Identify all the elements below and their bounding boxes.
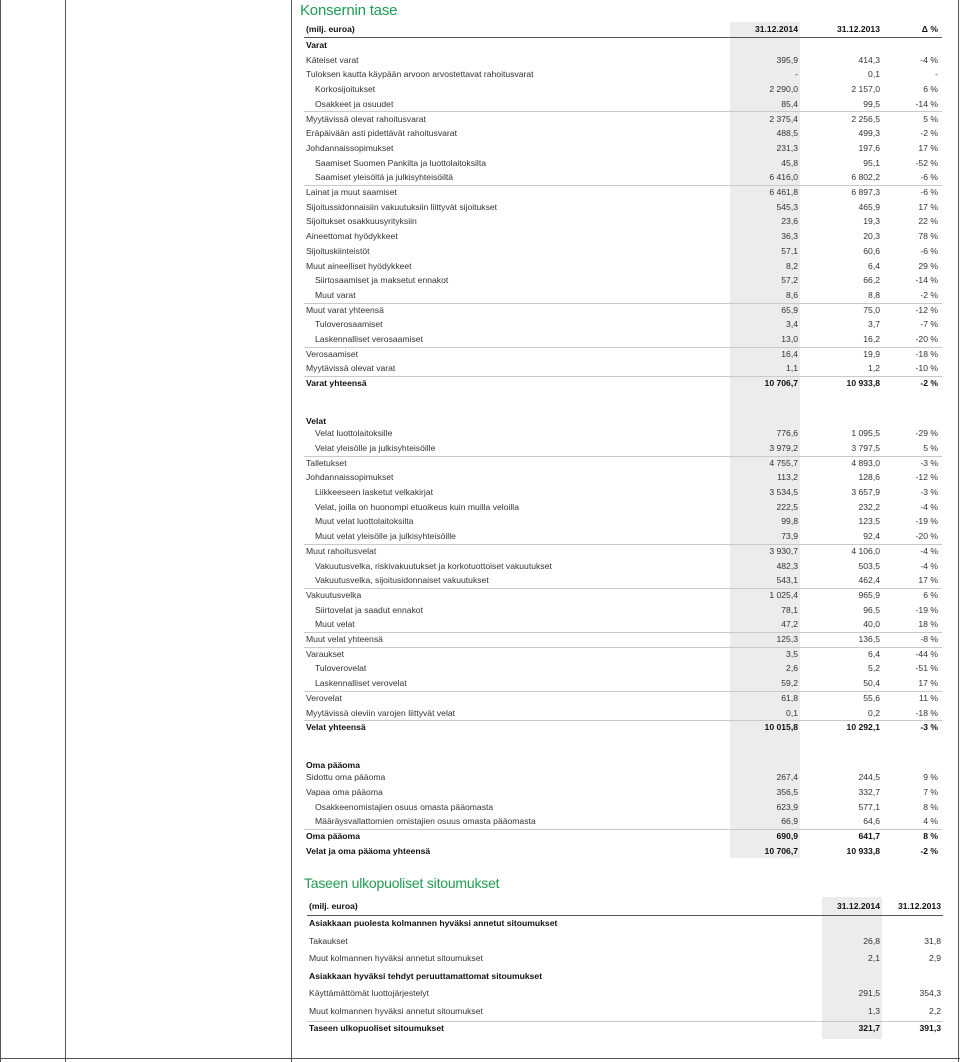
value-c2: 4 106,0 [851,545,880,556]
value-c1: - [795,69,798,80]
value-c3: -29 % [915,428,938,439]
value-c2: 232,2 [858,501,880,512]
row-label: Vakuutusvelka, riskivakuutukset ja korkotuottoiset vakuutukset [315,560,552,571]
value-c2: 92,4 [863,531,880,542]
balance-header-label: (milj. euroa) [306,24,355,34]
value-c2: 332,7 [858,787,880,797]
value-c1: 2 290,0 [769,84,798,95]
value-c1: 66,9 [781,816,798,827]
row-label: Vakuutusvelka [306,589,362,600]
value-c1: 482,3 [776,560,798,571]
commitments-header-c1: 31.12.2014 [836,901,880,911]
value-c1: 6 461,8 [769,187,798,197]
row-label: Sijoitussidonnaisiin vakuutuksiin liittyvät sijoitukset [306,201,498,212]
table-row [304,156,942,171]
value-c1: 16,4 [781,348,798,359]
value-c1: 6 416,0 [769,172,798,183]
value-c1: 291,5 [858,988,880,998]
value-c3: -12 % [915,472,938,483]
value-c1: 10 015,8 [764,722,798,733]
balance-header-c3: Δ % [921,24,938,34]
frame-left-border [0,0,1,1062]
value-c3: -19 % [915,516,938,527]
row-label: Myytävissä oleviin varojen liittyvät velat [306,707,456,718]
table-row [304,785,942,800]
value-c2: 6,4 [868,260,880,271]
value-c2: 499,3 [858,128,880,139]
row-label: Talletukset [306,457,347,468]
value-c1: 267,4 [776,772,798,783]
value-c2: 391,3 [919,1023,941,1033]
value-c3: 7 % [923,787,938,797]
value-c2: 3 657,9 [851,487,880,497]
value-c3: -19 % [915,604,938,615]
table-row [304,573,942,589]
row-label: Muut velat [315,619,355,630]
value-c3: -2 % [920,845,938,856]
section-heading: Asiakkaan hyväksi tehdyt peruuttamattomat sitoumukset [309,970,543,981]
value-c2: 197,6 [858,142,880,153]
table-row [304,170,942,186]
value-c2: 75,0 [863,304,880,315]
value-c2: 965,9 [858,589,880,600]
value-c1: 4 755,7 [769,457,798,468]
row-label: Osakkeet ja osuudet [315,98,394,109]
value-c3: -3 % [920,457,938,468]
row-label: Muut varat [315,289,356,300]
value-c2: 128,6 [858,472,880,483]
frame-right-border [958,0,959,1062]
row-label: Muut kolmannen hyväksi annetut sitoumukset [309,953,483,963]
table-row [304,529,942,545]
row-label: Velat ja oma pääoma yhteensä [306,845,431,856]
table-row [304,500,942,515]
commitments-header-c2: 31.12.2013 [897,901,941,911]
table-row [304,303,942,318]
table-row [304,426,942,441]
row-label: Muut varat yhteensä [306,304,384,315]
value-c2: 462,4 [858,575,880,586]
total-row [304,376,942,391]
row-label: Varat yhteensä [306,378,367,389]
row-label: Taseen ulkopuoliset sitoumukset [309,1023,444,1033]
value-c1: 125,3 [776,634,798,644]
row-label: Sijoituskiinteistöt [306,245,370,256]
value-c2: 136,5 [858,634,880,644]
value-c3: -4 % [920,54,938,65]
table-row [304,441,942,457]
table-row [307,934,943,952]
value-c3: -51 % [915,663,938,674]
value-c2: 19,9 [863,348,880,359]
table-row [304,82,942,97]
row-label: Laskennalliset verovelat [315,678,407,689]
value-c1: 3 979,2 [769,442,798,453]
value-c2: 2 256,5 [851,113,880,124]
value-c1: 85,4 [781,98,798,109]
value-c1: 57,2 [781,275,798,286]
table-row [304,647,942,662]
value-c1: 3,5 [786,648,798,659]
value-c1: 45,8 [781,157,798,168]
value-c3: -6 % [920,187,938,197]
value-c3: -3 % [920,722,938,733]
value-c1: 99,8 [781,516,798,527]
value-c2: 40,0 [863,619,880,630]
row-label: Varaukset [306,648,345,659]
row-label: Saamiset Suomen Pankilta ja luottolaitoksilta [315,157,487,168]
value-c3: 4 % [923,816,938,827]
value-c1: 222,5 [776,501,798,512]
row-label: Velat luottolaitoksille [315,428,393,439]
value-c2: 2,9 [929,953,941,963]
table-row [304,317,942,332]
value-c3: -20 % [915,531,938,542]
value-c3: -2 % [920,378,938,389]
value-c1: 395,9 [776,54,798,65]
value-c3: 17 % [918,201,938,212]
value-c3: 8 % [923,831,938,842]
spacer-row [304,391,942,406]
table-row [304,214,942,229]
value-c2: 414,3 [858,54,880,65]
table-row [304,141,942,156]
row-label: Tuloksen kautta käypään arvoon arvostettavat rahoitusvarat [306,69,534,80]
value-c1: 3 930,7 [769,545,798,556]
row-label: Osakkeenomistajien osuus omasta pääomasta [315,801,494,812]
value-c1: 488,5 [776,128,798,139]
row-label: Tuloverosaamiset [315,319,383,330]
row-label: Määräysvallattomien omistajien osuus omasta pääomasta [315,816,536,827]
row-label: Sijoitukset osakkuusyrityksiin [306,216,417,227]
table-row [304,559,942,574]
value-c2: 244,5 [858,772,880,783]
value-c2: 6 897,3 [851,187,880,197]
row-label: Käyttämättömät luottojärjestelyt [309,988,429,998]
value-c2: 64,6 [863,816,880,827]
table-row [304,361,942,377]
value-c3: -2 % [920,289,938,300]
row-label: Verovelat [306,692,342,703]
section-heading-row [307,916,943,934]
frame-divider-2 [291,0,292,1062]
value-c1: 61,8 [781,692,798,703]
value-c2: 19,3 [863,216,880,227]
row-label: Muut aineelliset hyödykkeet [306,260,412,271]
value-c2: 16,2 [863,334,880,344]
row-label: Tuloverovelat [315,663,367,674]
value-c3: 5 % [923,113,938,124]
table-row [304,273,942,288]
value-c1: 65,9 [781,304,798,315]
value-c3: -52 % [915,157,938,168]
table-row [307,1004,943,1023]
section-heading: Oma pääoma [306,759,360,770]
value-c3: - [935,69,938,80]
value-c1: 8,6 [786,289,798,300]
value-c1: 10 706,7 [764,845,798,856]
table-row [304,259,942,274]
value-c2: 8,8 [868,289,880,300]
row-label: Takaukset [309,935,348,946]
value-c2: 641,7 [858,831,880,842]
value-c2: 31,8 [924,935,941,946]
table-row [304,53,942,68]
value-c1: 356,5 [776,787,798,797]
value-c3: -4 % [920,545,938,556]
value-c1: 543,1 [776,575,798,586]
table-row [304,456,942,471]
table-row [304,288,942,304]
value-c2: 354,3 [919,988,941,998]
value-c2: 60,6 [863,245,880,256]
value-c2: 99,5 [863,98,880,109]
value-c3: -6 % [920,245,938,256]
row-label: Eräpäivään asti pidettävät rahoitusvarat [306,128,457,139]
commitments-header-row [307,897,943,915]
value-c2: 50,4 [863,678,880,689]
table-row [304,347,942,362]
value-c1: 231,3 [776,142,798,153]
row-label: Verosaamiset [306,348,359,359]
value-c3: -8 % [920,634,938,644]
value-c1: 23,6 [781,216,798,227]
row-label: Liikkeeseen lasketut velkakirjat [315,487,433,497]
value-c2: 6 802,2 [851,172,880,183]
value-c3: 11 % [919,692,938,703]
value-c3: -3 % [920,487,938,497]
value-c3: -2 % [920,128,938,139]
value-c3: -14 % [915,275,938,286]
value-c2: 96,5 [863,604,880,615]
value-c1: 13,0 [781,334,798,344]
row-label: Johdannaissopimukset [306,472,394,483]
value-c3: -44 % [915,648,938,659]
section-heading: Velat [306,415,327,426]
row-label: Johdannaissopimukset [306,142,394,153]
value-c3: -4 % [920,501,938,512]
table-row [304,97,942,113]
value-c1: 623,9 [776,801,798,812]
value-c3: 29 % [918,260,938,271]
value-c2: 577,1 [858,801,880,812]
total-row [304,720,942,735]
value-c3: -18 % [915,348,938,359]
value-c1: 1 025,4 [769,589,798,600]
value-c2: 465,9 [858,201,880,212]
value-c2: 3 797,5 [851,442,880,453]
section-heading-row [304,38,942,53]
section-heading: Varat [306,40,328,50]
value-c1: 78,1 [781,604,798,615]
table-row [304,800,942,815]
value-c1: 59,2 [781,678,798,689]
commitments-title: Taseen ulkopuoliset sitoumukset [304,875,500,891]
value-c2: 6,4 [868,648,880,659]
row-label: Siirtosaamiset ja maksetut ennakot [315,275,449,286]
value-c1: 113,2 [777,472,798,483]
balance-header-c1: 31.12.2014 [754,24,798,34]
table-row [304,185,942,200]
value-c2: 123,5 [858,516,880,527]
value-c3: -18 % [915,707,938,718]
table-row [304,470,942,485]
value-c1: 2,6 [786,663,798,674]
value-c1: 3,4 [786,319,798,330]
commitments-header-label: (milj. euroa) [309,901,358,911]
value-c1: 1,1 [786,363,798,374]
table-row [304,691,942,706]
value-c3: 9 % [923,772,938,783]
value-c3: 8 % [923,801,938,812]
section-heading-row [307,969,943,987]
row-label: Myytävissä olevat rahoitusvarat [306,113,426,124]
value-c3: 6 % [923,589,938,600]
total-row [304,829,942,844]
table-row [304,200,942,215]
value-c2: 1 095,5 [851,428,880,439]
balance-sheet-title: Konsernin tase [300,2,398,19]
row-label: Velat yleisölle ja julkisyhteisöille [315,442,436,453]
value-c1: 776,6 [776,428,798,439]
value-c2: 20,3 [863,231,880,242]
row-label: Muut rahoitusvelat [306,545,377,556]
value-c3: -14 % [915,98,938,109]
table-row [307,951,943,969]
value-c1: 1,3 [868,1005,880,1016]
value-c2: 4 893,0 [851,457,880,468]
row-label: Velat, joilla on huonompi etuoikeus kuin muilla veloilla [315,501,519,512]
value-c1: 47,2 [781,619,798,630]
value-c2: 3,7 [868,319,880,330]
value-c1: 2,1 [868,953,880,963]
value-c3: -20 % [915,334,938,344]
value-c2: 2,2 [929,1005,941,1016]
value-c3: 78 % [918,231,938,242]
table-row [304,661,942,676]
row-label: Oma pääoma [306,831,360,842]
total-row [304,844,942,859]
row-label: Korkosijoitukset [315,84,376,95]
table-row [304,632,942,648]
table-row [304,67,942,82]
value-c1: 3 534,5 [769,487,798,497]
value-c2: 66,2 [863,275,880,286]
value-c2: 0,2 [868,707,880,718]
table-row [304,229,942,244]
value-c3: -10 % [915,363,938,374]
value-c1: 36,3 [781,231,798,242]
value-c2: 5,2 [868,663,880,674]
value-c3: -7 % [920,319,938,330]
row-label: Muut kolmannen hyväksi annetut sitoumukset [309,1005,483,1016]
value-c3: -4 % [920,560,938,571]
value-c3: 17 % [918,142,938,153]
table-row [304,588,942,603]
table-row [304,485,942,500]
balance-header-row [304,22,942,37]
table-row [304,676,942,692]
table-row [304,332,942,348]
row-label: Käteiset varat [306,54,359,65]
value-c2: 1,2 [868,363,880,374]
value-c3: 17 % [918,575,938,586]
row-label: Aineettomat hyödykkeet [306,231,398,242]
table-row [304,617,942,633]
frame-divider-1 [65,0,66,1062]
table-row [304,706,942,722]
table-row [304,544,942,559]
value-c1: 57,1 [781,245,798,256]
value-c1: 690,9 [776,831,798,842]
table-row [304,112,942,127]
value-c1: 73,9 [781,531,798,542]
row-label: Myytävissä olevat varat [306,363,396,374]
value-c1: 545,3 [776,201,798,212]
row-label: Saamiset yleisöltä ja julkisyhteisöiltä [315,172,454,183]
value-c1: 26,8 [863,935,880,946]
row-label: Muut velat yhteensä [306,634,383,644]
value-c1: 321,7 [858,1023,880,1033]
spacer-row [304,735,942,750]
value-c2: 95,1 [863,157,880,168]
table-row [304,770,942,785]
value-c1: 0,1 [786,707,798,718]
frame-bottom-border [0,1058,960,1059]
value-c2: 2 157,0 [851,84,880,95]
value-c3: 22 % [918,216,938,227]
value-c2: 10 933,8 [846,378,880,389]
value-c2: 503,5 [858,560,880,571]
row-label: Muut velat luottolaitoksilta [315,516,414,527]
value-c3: -12 % [915,304,938,315]
table-row [304,244,942,259]
value-c2: 0,1 [868,69,880,80]
row-label: Siirtovelat ja saadut ennakot [315,604,423,615]
row-label: Laskennalliset verosaamiset [315,334,423,344]
row-label: Lainat ja muut saamiset [306,187,397,197]
section-heading: Asiakkaan puolesta kolmannen hyväksi annetut sitoumukset [309,918,558,928]
value-c3: -6 % [920,172,938,183]
table-row [304,603,942,618]
value-c2: 10 933,8 [846,845,880,856]
value-c1: 2 375,4 [769,113,798,124]
row-label: Vakuutusvelka, sijoitusidonnaiset vakuutukset [315,575,489,586]
value-c3: 17 % [918,678,938,689]
table-row [304,814,942,830]
table-row [307,986,943,1004]
value-c2: 55,6 [863,692,880,703]
total-row [307,1021,943,1039]
table-row [304,126,942,141]
row-label: Vapaa oma pääoma [306,787,383,797]
row-label: Velat yhteensä [306,722,366,733]
row-label: Muut velat yleisölle ja julkisyhteisöille [315,531,456,542]
row-label: Sidottu oma pääoma [306,772,386,783]
table-row [304,514,942,529]
value-c1: 10 706,7 [764,378,798,389]
value-c3: 5 % [923,442,938,453]
value-c2: 10 292,1 [846,722,880,733]
value-c3: 18 % [918,619,938,630]
value-c1: 8,2 [786,260,798,271]
balance-header-c2: 31.12.2013 [836,24,880,34]
value-c3: 6 % [923,84,938,95]
